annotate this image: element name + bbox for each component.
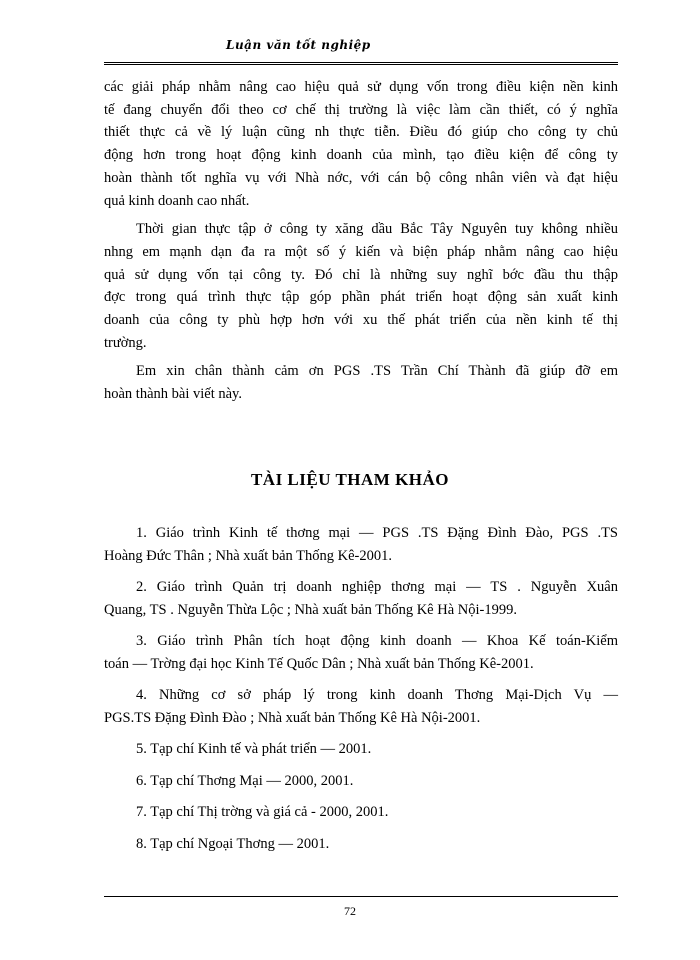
text-line: thiết thực cả về lý luận cũng nh thực tiễn. Điều đó giúp cho công ty chủ: [104, 124, 618, 141]
paragraph: [104, 76, 618, 212]
text-line: đợc trong quá trình thực tập góp phần phát triển hoạt động sản xuất kinh: [104, 289, 618, 306]
text-line: quả kinh doanh cao nhất.: [104, 192, 250, 209]
text-line: trường.: [104, 334, 147, 351]
text-line: động hơn trong hoạt động kinh doanh của mình, tạo điều kiện để công ty: [104, 147, 618, 164]
reference-item: [104, 770, 618, 793]
text-line: các giải pháp nhằm nâng cao hiệu quả sử dụng vốn trong điều kiện nền kinh: [104, 79, 618, 95]
text-line: toán — Trờng đại học Kinh Tế Quốc Dân ; Nhà xuất bản Thống Kê-2001.: [104, 655, 534, 672]
reference-item: [104, 522, 618, 567]
footer-rule: [104, 896, 618, 897]
text-line: doanh của công ty phù hợp hơn với xu thế phát triển của nền kinh tế thị: [104, 312, 618, 329]
reference-item: [104, 576, 618, 621]
text-line: hoàn thành bài viết này.: [104, 386, 242, 403]
paragraph: [104, 360, 618, 405]
text-line: 7. Tạp chí Thị trờng và giá cả - 2000, 2001.: [136, 804, 389, 820]
references-list: [104, 522, 618, 864]
text-line: 4. Những cơ sở pháp lý trong kinh doanh Thơng Mại-Dịch Vụ —: [136, 687, 618, 703]
reference-item: [104, 684, 618, 729]
header-title: Luận văn tốt nghiệp: [226, 38, 371, 52]
text-line: nhng em mạnh dạn đa ra một số ý kiến và biện pháp nhằm nâng cao hiệu: [104, 243, 618, 260]
text-line: tế đang chuyển đổi theo cơ chế thị trường là việc làm cần thiết, có ý nghĩa: [104, 101, 618, 118]
text-line: Em xin chân thành cảm ơn PGS .TS Trần Chí Thành đã giúp đỡ em: [136, 363, 618, 380]
text-line: 5. Tạp chí Kinh tế và phát triển — 2001.: [136, 741, 372, 757]
page-number: 72: [344, 904, 356, 918]
text-line: quả sử dụng vốn tại công ty. Đó chỉ là những suy nghĩ bớc đầu thu thập: [104, 266, 618, 283]
text-line: Hoàng Đức Thân ; Nhà xuất bản Thống Kê-2001.: [104, 547, 392, 564]
text-line: Quang, TS . Nguyễn Thừa Lộc ; Nhà xuất bản Thống Kê Hà Nội-1999.: [104, 601, 517, 618]
reference-item: [104, 801, 618, 824]
text-line: hoàn thành tốt nghĩa vụ với Nhà nớc, với cán bộ công nhân viên và đạt hiệu: [104, 169, 618, 186]
page-header: [104, 30, 618, 65]
text-line: 6. Tạp chí Thơng Mại — 2000, 2001.: [136, 772, 354, 789]
text-line: Thời gian thực tập ở công ty xăng dầu Bắc Tây Nguyên tuy không nhiều: [136, 221, 618, 238]
paragraph: [104, 218, 618, 354]
text-line: PGS.TS Đặng Đình Đào ; Nhà xuất bản Thống Kê Hà Nội-2001.: [104, 709, 481, 726]
body-text: [104, 76, 618, 412]
reference-item: [104, 630, 618, 675]
text-line: 1. Giáo trình Kinh tế thơng mại — PGS .TS Đặng Đình Đào, PGS .TS: [136, 525, 618, 541]
reference-item: [104, 738, 618, 761]
text-line: 2. Giáo trình Quản trị doanh nghiệp thơng mại — TS . Nguyễn Xuân: [136, 579, 618, 595]
references-title: TÀI LIỆU THAM KHẢO: [250, 470, 450, 489]
reference-item: [104, 833, 618, 856]
text-line: 8. Tạp chí Ngoại Thơng — 2001.: [136, 835, 330, 852]
text-line: 3. Giáo trình Phân tích hoạt động kinh doanh — Khoa Kế toán-Kiểm: [136, 633, 618, 649]
